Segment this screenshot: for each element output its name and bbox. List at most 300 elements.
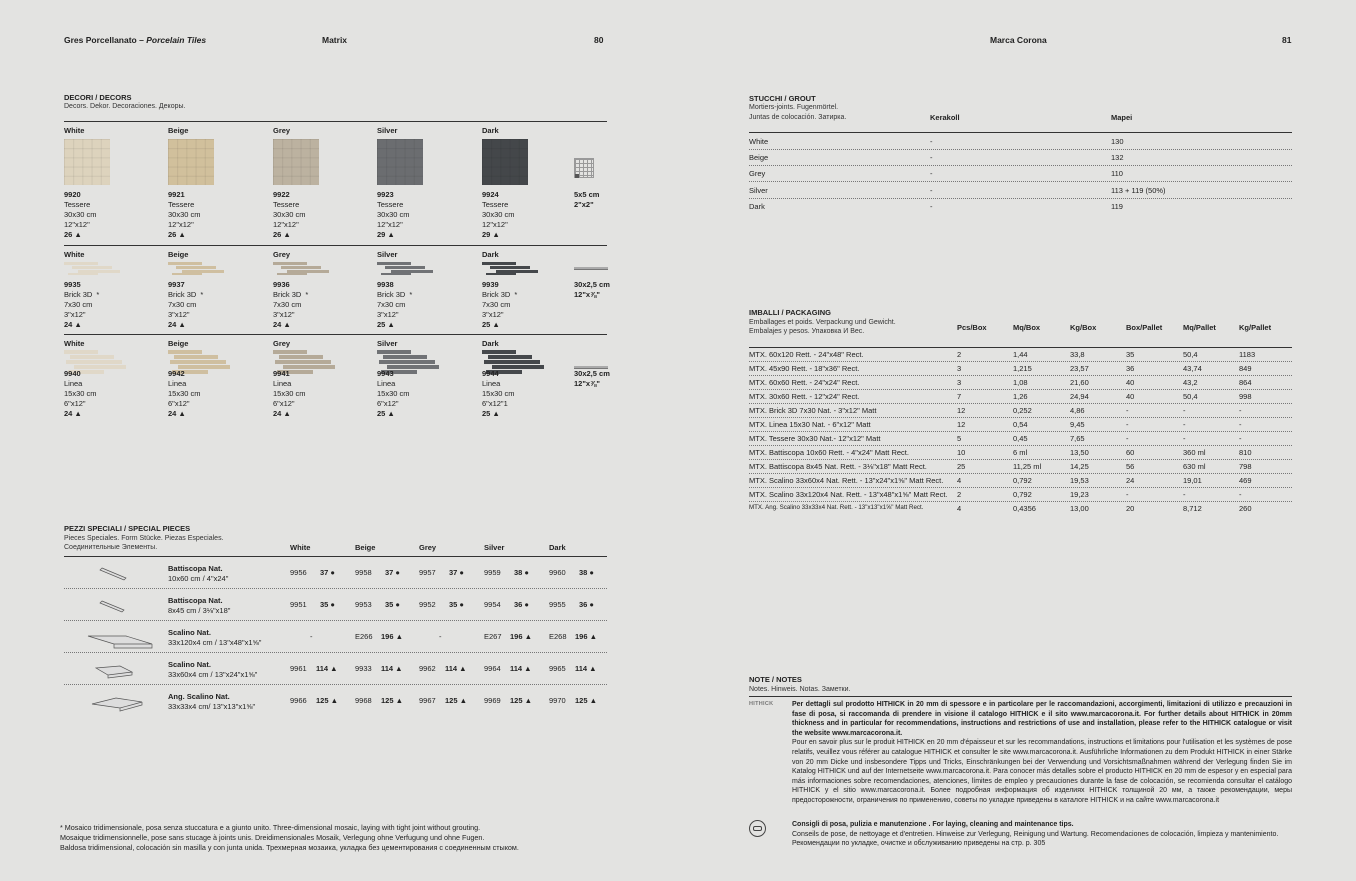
packaging-value: 19,23 bbox=[1070, 490, 1089, 499]
decor-item-code: 9938 bbox=[377, 280, 394, 289]
decor-item-qty: 24 ▲ bbox=[273, 409, 291, 418]
decor-item bbox=[377, 369, 410, 419]
decor-item-qty: 24 ▲ bbox=[273, 320, 291, 329]
special-piece-code: 9959 bbox=[484, 568, 501, 577]
decor-item-code: 9939 bbox=[482, 280, 499, 289]
special-piece-code: 9953 bbox=[355, 600, 372, 609]
packaging-value: 4 bbox=[957, 476, 962, 485]
decor-item-code: 9943 bbox=[377, 369, 394, 378]
decor-brick-swatch bbox=[482, 260, 540, 276]
decor-item-code: 9920 bbox=[64, 190, 81, 199]
grout-subtitle-2: Juntas de colocación. Затирка. bbox=[749, 114, 847, 121]
decor-item-size: 15x30 cm bbox=[482, 389, 515, 398]
grout-mapei: 119 bbox=[1111, 201, 1123, 211]
packaging-value: 9,45 bbox=[1070, 420, 1085, 429]
decor-side-cm: 30x2,5 cm bbox=[574, 280, 610, 289]
decor-item-qty: 26 ▲ bbox=[168, 230, 186, 239]
packaging-product: MTX. Scalino 33x120x4 Nat. Rett. - 13"x48"x1⅝" Matt Rect. bbox=[749, 490, 948, 499]
special-title: PEZZI SPECIALI / SPECIAL PIECES bbox=[64, 524, 191, 533]
special-piece-qty: 35 ● bbox=[449, 600, 464, 609]
special-piece-code: 9957 bbox=[419, 568, 436, 577]
decor-item-qty: 25 ▲ bbox=[482, 320, 500, 329]
decor-item-size: 30x30 cm bbox=[377, 210, 410, 219]
decor-item bbox=[377, 280, 412, 330]
decor-item-qty: 24 ▲ bbox=[168, 409, 186, 418]
decor-item-inch: 3"x12" bbox=[168, 310, 190, 319]
asterisk-mark: * bbox=[409, 290, 413, 299]
special-piece-name: Battiscopa Nat. bbox=[168, 564, 223, 573]
decor-item bbox=[482, 369, 515, 419]
decor-item-inch: 6"x12" bbox=[64, 399, 86, 408]
decor-item-code: 9942 bbox=[168, 369, 185, 378]
decor-item-size: 15x30 cm bbox=[273, 389, 306, 398]
decor-column-header: White bbox=[64, 126, 85, 135]
special-piece-icon bbox=[86, 598, 156, 618]
grout-kerakoll: - bbox=[930, 137, 933, 146]
special-piece-code: 9970 bbox=[549, 696, 566, 705]
packaging-value: 25 bbox=[957, 462, 966, 471]
packaging-value: - bbox=[1239, 406, 1242, 415]
decor-item-name: Linea bbox=[482, 379, 501, 388]
packaging-value: 360 ml bbox=[1183, 448, 1206, 457]
decor-item-name: Brick 3D bbox=[482, 290, 511, 299]
special-piece-info bbox=[168, 564, 228, 584]
decor-item-qty: 24 ▲ bbox=[168, 320, 186, 329]
decor-item-inch: 3"x12" bbox=[64, 310, 86, 319]
packaging-value: 12 bbox=[957, 420, 966, 429]
decor-item-size: 30x30 cm bbox=[482, 210, 515, 219]
asterisk-mark: * bbox=[305, 290, 309, 299]
special-piece-icon bbox=[86, 566, 156, 586]
special-piece-qty: 37 ● bbox=[449, 568, 464, 577]
decor-item-inch: 3"x12" bbox=[273, 310, 295, 319]
special-header-line bbox=[64, 556, 607, 557]
packaging-row-divider bbox=[749, 501, 1292, 502]
packaging-title: IMBALLI / PACKAGING bbox=[749, 308, 831, 317]
grout-kerakoll: - bbox=[930, 153, 933, 163]
maintenance-notes bbox=[792, 820, 1292, 849]
decor-item-name: Linea bbox=[377, 379, 396, 388]
special-piece-icon bbox=[86, 694, 156, 714]
special-piece-qty: 196 ▲ bbox=[510, 632, 533, 641]
notes-subtitle: Notes. Hinweis. Notas. Заметки. bbox=[749, 686, 851, 693]
special-piece-qty: 36 ● bbox=[579, 600, 594, 609]
packaging-value: 2 bbox=[957, 490, 962, 499]
decor-item-name: Tessere bbox=[64, 200, 91, 209]
packaging-value: 5 bbox=[957, 434, 962, 443]
decor-item bbox=[168, 369, 201, 419]
packaging-value: 21,60 bbox=[1070, 378, 1089, 387]
decor-item-qty: 25 ▲ bbox=[482, 409, 500, 418]
decor-item bbox=[377, 190, 410, 240]
decor-item bbox=[482, 190, 515, 240]
decor-item-code: 9923 bbox=[377, 190, 394, 199]
decor-item-code: 9924 bbox=[482, 190, 499, 199]
footnote bbox=[60, 823, 519, 853]
maintenance-bold: Consigli di posa, pulizia e manutenzione . For laying, cleaning and maintenance tips. bbox=[792, 821, 1074, 828]
decor-item-qty: 26 ▲ bbox=[64, 230, 82, 239]
packaging-value: 4 bbox=[957, 504, 962, 513]
packaging-row-divider bbox=[749, 361, 1292, 362]
decor-column-header: Dark bbox=[482, 339, 499, 348]
packaging-product: MTX. Battiscopa 8x45 Nat. Rett. - 3⅛"x18" Matt Rect. bbox=[749, 462, 927, 471]
packaging-value: - bbox=[1126, 490, 1129, 499]
packaging-value: 35 bbox=[1126, 350, 1135, 359]
packaging-value: 11,25 ml bbox=[1013, 462, 1042, 471]
special-piece-size: 33x33x4 cm/ 13"x13"x1⅝" bbox=[168, 702, 256, 711]
decor-item bbox=[273, 280, 308, 330]
grout-col-mapei: Mapei bbox=[1111, 113, 1133, 122]
special-piece-code: 9954 bbox=[484, 600, 501, 609]
notes-body bbox=[792, 700, 1292, 806]
special-piece-qty: 35 ● bbox=[385, 600, 400, 609]
grout-kerakoll: - bbox=[930, 201, 933, 211]
footnote-line-2: Mosaique tridimensionnelle, pose sans stucage à joints unis. Dreidimensionales Mosaik, Verlegung ohne Verfugung und ohne Fugen. bbox=[60, 833, 485, 842]
packaging-column-header: Mq/Pallet bbox=[1183, 323, 1216, 332]
special-column-header: White bbox=[290, 543, 311, 552]
packaging-value: - bbox=[1239, 420, 1242, 429]
special-subtitle-2: Соединительные Элементы. bbox=[64, 544, 158, 551]
decor-item-inch: 12"x12" bbox=[377, 220, 403, 229]
decor-item-qty: 24 ▲ bbox=[64, 320, 82, 329]
decor-item-code: 9944 bbox=[482, 369, 499, 378]
special-piece-code: E267 bbox=[484, 632, 502, 641]
packaging-column-header: Pcs/Box bbox=[957, 323, 987, 332]
asterisk-mark: * bbox=[96, 290, 100, 299]
decor-item bbox=[273, 190, 306, 240]
special-piece-qty: 125 ▲ bbox=[381, 696, 404, 705]
grout-kerakoll: - bbox=[930, 185, 933, 195]
packaging-product: MTX. 60x60 Rett. - 24"x24" Rect. bbox=[749, 378, 860, 387]
decor-brick-swatch bbox=[377, 260, 435, 276]
decor-item-qty: 29 ▲ bbox=[482, 230, 500, 239]
decor-column-header: Silver bbox=[377, 339, 398, 348]
grout-mapei: 132 bbox=[1111, 153, 1124, 163]
decor-column-header: Grey bbox=[273, 339, 291, 348]
special-column-header: Silver bbox=[484, 543, 505, 552]
packaging-value: 40 bbox=[1126, 378, 1135, 387]
packaging-value: 0,252 bbox=[1013, 406, 1032, 415]
decor-item-name: Tessere bbox=[273, 200, 300, 209]
packaging-value: - bbox=[1183, 420, 1186, 429]
decor-item-code: 9935 bbox=[64, 280, 81, 289]
decor-item-size: 7x30 cm bbox=[377, 300, 406, 309]
special-piece-code: 9956 bbox=[290, 568, 307, 577]
special-column-header: Grey bbox=[419, 543, 437, 552]
packaging-value: 43,2 bbox=[1183, 378, 1198, 387]
decor-item-inch: 3"x12" bbox=[377, 310, 399, 319]
decor-side-size bbox=[574, 190, 599, 210]
packaging-value: 810 bbox=[1239, 448, 1252, 457]
packaging-value: 1,215 bbox=[1013, 364, 1032, 373]
packaging-value: - bbox=[1126, 420, 1129, 429]
decor-item-inch: 12"x12" bbox=[273, 220, 299, 229]
packaging-value: 24 bbox=[1126, 476, 1135, 485]
packaging-value: 864 bbox=[1239, 378, 1252, 387]
notes-title: NOTE / NOTES bbox=[749, 675, 802, 684]
special-piece-qty: 114 ▲ bbox=[316, 664, 338, 673]
special-piece-icon bbox=[86, 630, 156, 650]
decor-item-name: Linea bbox=[168, 379, 187, 388]
decor-side-size bbox=[574, 280, 610, 300]
special-piece-code: 9958 bbox=[355, 568, 372, 577]
special-piece-info bbox=[168, 596, 230, 616]
packaging-value: 1183 bbox=[1239, 350, 1256, 359]
packaging-value: 19,01 bbox=[1183, 476, 1202, 485]
packaging-product: MTX. Ang. Scalino 33x33x4 Nat. Rett. - 13"x13"x1⅝" Matt Rect. bbox=[749, 504, 924, 511]
special-piece-code: E268 bbox=[549, 632, 567, 641]
packaging-value: 40 bbox=[1126, 392, 1135, 401]
asterisk-mark: * bbox=[514, 290, 518, 299]
grout-color: Silver bbox=[749, 185, 768, 195]
special-piece-qty: 196 ▲ bbox=[381, 632, 404, 641]
decor-item-inch: 12"x12" bbox=[168, 220, 194, 229]
packaging-value: 50,4 bbox=[1183, 392, 1198, 401]
packaging-value: 6 ml bbox=[1013, 448, 1028, 457]
packaging-product: MTX. Brick 3D 7x30 Nat. - 3"x12" Matt bbox=[749, 406, 877, 415]
decor-item-qty: 29 ▲ bbox=[377, 230, 395, 239]
decor-item-name: Tessere bbox=[377, 200, 404, 209]
special-piece-code: 9965 bbox=[549, 664, 566, 673]
decor-item-qty: 26 ▲ bbox=[273, 230, 291, 239]
grout-kerakoll: - bbox=[930, 169, 933, 179]
decor-item bbox=[64, 190, 97, 240]
mosaic-piece-mark bbox=[575, 174, 579, 178]
special-piece-size: 33x60x4 cm / 13"x24"x1⅝" bbox=[168, 670, 258, 679]
decor-side-inch: 12"x⅞" bbox=[574, 290, 600, 299]
packaging-column-header: Kg/Pallet bbox=[1239, 323, 1272, 332]
special-piece-qty: 35 ● bbox=[320, 600, 335, 609]
special-piece-qty: 196 ▲ bbox=[575, 632, 598, 641]
special-piece-code: E266 bbox=[355, 632, 373, 641]
decor-item-inch: 6"x12" bbox=[377, 399, 399, 408]
special-piece-code: 9960 bbox=[549, 568, 566, 577]
packaging-row-divider bbox=[749, 389, 1292, 390]
special-piece-info bbox=[168, 628, 261, 648]
decor-side-inch: 12"x⅞" bbox=[574, 379, 600, 388]
packaging-value: 630 ml bbox=[1183, 462, 1206, 471]
decor-tile-swatch bbox=[377, 139, 423, 185]
decor-tile-swatch bbox=[168, 139, 214, 185]
decor-item-size: 7x30 cm bbox=[482, 300, 511, 309]
decor-item-size: 30x30 cm bbox=[168, 210, 201, 219]
grout-title: STUCCHI / GROUT bbox=[749, 94, 816, 103]
packaging-value: 0,45 bbox=[1013, 434, 1028, 443]
packaging-product: MTX. Tessere 30x30 Nat.- 12"x12" Matt bbox=[749, 434, 881, 443]
asterisk-mark: * bbox=[200, 290, 204, 299]
special-piece-info bbox=[168, 692, 255, 712]
special-piece-code: 9967 bbox=[419, 696, 436, 705]
special-piece-code: 9955 bbox=[549, 600, 566, 609]
special-piece-name: Scalino Nat. bbox=[168, 628, 211, 637]
special-piece-code: 9933 bbox=[355, 664, 372, 673]
decor-side-cm: 30x2,5 cm bbox=[574, 369, 610, 378]
packaging-row-divider bbox=[749, 473, 1292, 474]
decor-column-header: Silver bbox=[377, 126, 398, 135]
decor-row-divider bbox=[64, 334, 607, 335]
decor-item-name: Brick 3D bbox=[273, 290, 302, 299]
grout-row-divider bbox=[749, 198, 1292, 199]
decor-side-cm: 5x5 cm bbox=[574, 190, 600, 199]
header-brand: Marca Corona bbox=[990, 35, 1047, 45]
decor-item-qty: 24 ▲ bbox=[64, 409, 82, 418]
packaging-value: - bbox=[1183, 434, 1186, 443]
decor-item bbox=[168, 280, 203, 330]
notes-text: Pour en savoir plus sur le produit HITHICK en 20 mm d'épaisseur et sur les recommandations, instructions et limitations pour l'utilisation et les systèmes de pose relatifs, veuillez vous référer au catalogue HITHICK et consulter le site www.marcacorona.it. Ausführliche Informationen zu dem Produkt HITHICK in einer Stärke von 20 mm Dicke und insbesondere Tipps und Tricks, Einschränkungen bei der Verwendung und Vorsichtsmaßnahmen während der Verlegung finden Sie im Katalog HITHICK und auf der Internetseite www.marcacorona.it. Para conocer más detalles sobre el producto HITHICK en 20 mm de espesor y en especial para más informaciones sobre recomendaciones, atenciones, límites de empleo y precauciones durante la fase de colocación, se recomienda consultar el catálogo HITHICK y el sitio www.marcacorona.it. Более подробная информация об изделиях HITHICK толщиной 20 мм, а также рекомендации, меры предосторожности, ограничения по применению, советы по укладке приведены в каталоге HITHICK и на сайте www.marcacorona.it bbox=[792, 739, 1292, 804]
decor-item-size: 30x30 cm bbox=[64, 210, 97, 219]
special-piece-code: 9966 bbox=[290, 696, 307, 705]
packaging-value: 23,57 bbox=[1070, 364, 1089, 373]
packaging-value: 2 bbox=[957, 350, 962, 359]
special-piece-qty: 125 ▲ bbox=[445, 696, 468, 705]
hithick-logo: HITHICK bbox=[749, 701, 774, 707]
packaging-row-divider bbox=[749, 375, 1292, 376]
special-row-divider bbox=[64, 620, 607, 621]
packaging-value: 14,25 bbox=[1070, 462, 1089, 471]
decor-row-divider bbox=[64, 245, 607, 246]
packaging-value: - bbox=[1239, 434, 1242, 443]
decor-item bbox=[64, 369, 97, 419]
packaging-value: 0,4356 bbox=[1013, 504, 1036, 513]
decor-column-header: Dark bbox=[482, 250, 499, 259]
decor-tile-swatch bbox=[273, 139, 319, 185]
packaging-value: 1,44 bbox=[1013, 350, 1028, 359]
special-piece-code: - bbox=[310, 632, 313, 641]
decor-column-header: Beige bbox=[168, 126, 189, 135]
decor-brick-swatch bbox=[273, 260, 331, 276]
special-piece-code: 9968 bbox=[355, 696, 372, 705]
special-piece-qty: 37 ● bbox=[385, 568, 400, 577]
grout-color: Beige bbox=[749, 153, 769, 163]
decor-tile-swatch bbox=[482, 139, 528, 185]
special-row-divider bbox=[64, 652, 607, 653]
decor-item-code: 9937 bbox=[168, 280, 185, 289]
special-piece-size: 10x60 cm / 4"x24" bbox=[168, 574, 229, 583]
grout-color: Dark bbox=[749, 201, 765, 211]
decor-item-name: Brick 3D bbox=[377, 290, 406, 299]
packaging-value: 33,8 bbox=[1070, 350, 1085, 359]
packaging-value: 0,792 bbox=[1013, 490, 1032, 499]
decor-item-name: Tessere bbox=[168, 200, 195, 209]
packaging-value: 13,50 bbox=[1070, 448, 1089, 457]
packaging-value: 798 bbox=[1239, 462, 1252, 471]
decor-column-header: Beige bbox=[168, 339, 189, 348]
decor-column-header: Grey bbox=[273, 250, 291, 259]
packaging-value: 3 bbox=[957, 364, 962, 373]
packaging-column-header: Kg/Box bbox=[1070, 323, 1097, 332]
packaging-value: 0,792 bbox=[1013, 476, 1032, 485]
special-column-header: Dark bbox=[549, 543, 566, 552]
decor-item-qty: 25 ▲ bbox=[377, 320, 395, 329]
packaging-row-divider bbox=[749, 459, 1292, 460]
special-piece-info bbox=[168, 660, 257, 680]
decor-item-inch: 3"x12" bbox=[482, 310, 504, 319]
decor-item-size: 7x30 cm bbox=[168, 300, 197, 309]
packaging-value: 849 bbox=[1239, 364, 1252, 373]
grout-mapei: 113 + 119 (50%) bbox=[1111, 185, 1166, 195]
decor-item-inch: 6"x12" bbox=[273, 399, 295, 408]
grout-row-divider bbox=[749, 181, 1292, 182]
grout-color: Grey bbox=[749, 169, 766, 179]
decor-item-size: 15x30 cm bbox=[64, 389, 97, 398]
packaging-value: 7,65 bbox=[1070, 434, 1085, 443]
decor-tile-swatch bbox=[64, 139, 110, 185]
packaging-product: MTX. 45x90 Rett. - 18"x36" Rect. bbox=[749, 364, 860, 373]
special-piece-qty: 38 ● bbox=[514, 568, 529, 577]
packaging-value: 20 bbox=[1126, 504, 1135, 513]
special-piece-qty: 114 ▲ bbox=[575, 664, 597, 673]
packaging-value: 469 bbox=[1239, 476, 1252, 485]
notes-bold-text: Per dettagli sul prodotto HITHICK in 20 mm di spessore e in particolare per le raccomandazioni, accorgimenti, limitazioni di utilizzo e precauzioni in fase di posa, si raccomanda di prendere in visione il catalogo HITHICK e il sito www.marcacorona.it. For further details about HITHICK in 20mm thickness and in particular for recommendations, instructions and restrictions of use and installation, please refer to the HITHICK catalogue or visit the website www.marcacorona.it. bbox=[792, 701, 1292, 737]
special-piece-code: - bbox=[439, 632, 442, 641]
packaging-value: - bbox=[1126, 406, 1129, 415]
special-piece-qty: 37 ● bbox=[320, 568, 335, 577]
decor-item-name: Tessere bbox=[482, 200, 509, 209]
decor-item-inch: 6"x12" bbox=[168, 399, 190, 408]
packaging-value: 8,712 bbox=[1183, 504, 1202, 513]
decor-item bbox=[168, 190, 201, 240]
packaging-product: MTX. Battiscopa 10x60 Rett. - 4"x24" Matt Rect. bbox=[749, 448, 909, 457]
decor-column-header: Silver bbox=[377, 250, 398, 259]
decor-item-code: 9941 bbox=[273, 369, 290, 378]
decor-item-code: 9921 bbox=[168, 190, 185, 199]
packaging-product: MTX. 60x120 Rett. - 24"x48" Rect. bbox=[749, 350, 864, 359]
decor-item-name: Brick 3D bbox=[168, 290, 197, 299]
packaging-product: MTX. Scalino 33x60x4 Nat. Rett. - 13"x24"x1⅝" Matt Rect. bbox=[749, 476, 944, 485]
special-piece-size: 33x120x4 cm / 13"x48"x1⅝" bbox=[168, 638, 262, 647]
page-number-right: 81 bbox=[1282, 35, 1292, 45]
special-piece-qty: 114 ▲ bbox=[381, 664, 403, 673]
grout-mapei: 110 bbox=[1111, 169, 1123, 179]
grout-row-divider bbox=[749, 165, 1292, 166]
packaging-value: 43,74 bbox=[1183, 364, 1202, 373]
packaging-value: 0,54 bbox=[1013, 420, 1028, 429]
decor-title: DECORI / DECORS bbox=[64, 93, 132, 102]
decor-item-code: 9940 bbox=[64, 369, 81, 378]
special-piece-name: Ang. Scalino Nat. bbox=[168, 692, 230, 701]
decor-side-size bbox=[574, 369, 610, 389]
grout-subtitle-1: Mortiers-joints. Fugenmörtel. bbox=[749, 104, 839, 111]
special-piece-code: 9969 bbox=[484, 696, 501, 705]
packaging-value: 7 bbox=[957, 392, 962, 401]
packaging-value: 13,00 bbox=[1070, 504, 1089, 513]
decor-item-size: 15x30 cm bbox=[377, 389, 410, 398]
decor-column-header: White bbox=[64, 250, 85, 259]
special-piece-qty: 125 ▲ bbox=[510, 696, 533, 705]
decor-brick-swatch bbox=[168, 260, 226, 276]
special-piece-code: 9952 bbox=[419, 600, 436, 609]
packaging-value: 1,26 bbox=[1013, 392, 1028, 401]
decor-item bbox=[64, 280, 99, 330]
decor-item-inch: 12"x12" bbox=[64, 220, 90, 229]
packaging-value: - bbox=[1126, 434, 1129, 443]
maintenance-text: Conseils de pose, de nettoyage et d'entretien. Hinweise zur Verlegung, Reinigung und Wartung. Recomendaciones de colocación, limpieza y mantenimiento. Рекомендации по укладке, очистке и обслуживанию приведены на стр. р. 305 bbox=[792, 830, 1279, 848]
special-piece-code: 9964 bbox=[484, 664, 501, 673]
special-piece-qty: 125 ▲ bbox=[316, 696, 339, 705]
decor-item-name: Brick 3D bbox=[64, 290, 93, 299]
footnote-line-1: * Mosaico tridimensionale, posa senza stuccatura e a giunto unito. Three-dimensional mosaic, laying with tight joint without grouting. bbox=[60, 823, 481, 832]
decor-column-header: White bbox=[64, 339, 85, 348]
decor-item-code: 9936 bbox=[273, 280, 290, 289]
decor-item bbox=[273, 369, 306, 419]
special-piece-qty: 114 ▲ bbox=[445, 664, 467, 673]
decor-item bbox=[482, 280, 517, 330]
packaging-row-divider bbox=[749, 417, 1292, 418]
packaging-value: 998 bbox=[1239, 392, 1252, 401]
header-left: Gres Porcellanato – Porcelain Tiles bbox=[64, 35, 207, 45]
packaging-column-header: Box/Pallet bbox=[1126, 323, 1163, 332]
page-number-left: 80 bbox=[594, 35, 604, 45]
